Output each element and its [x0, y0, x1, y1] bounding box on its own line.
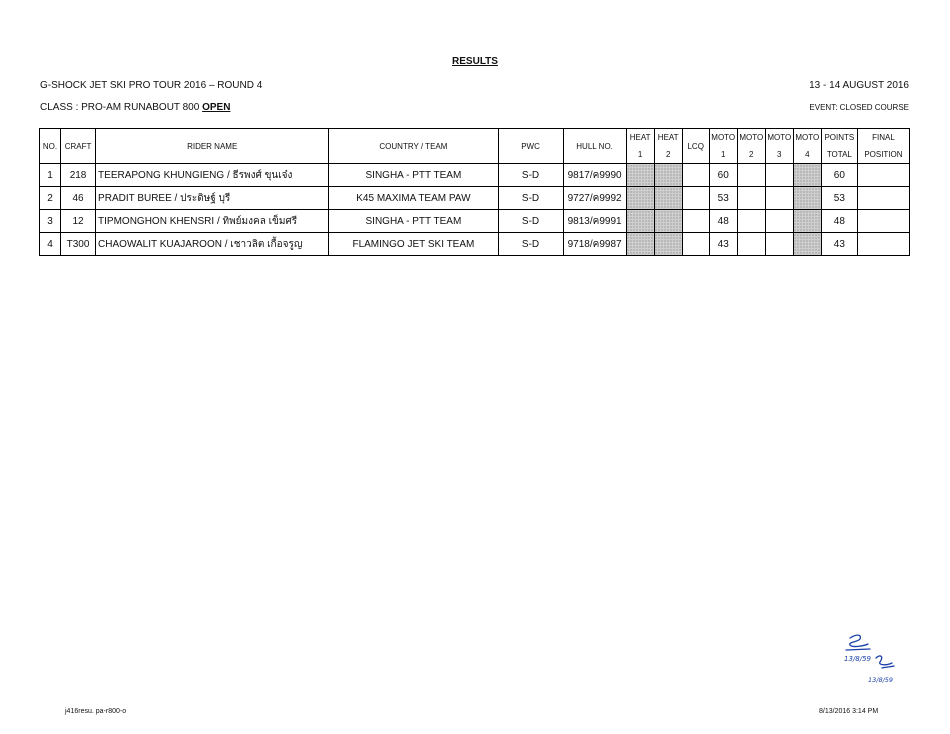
footer-file-ref: j416resu. pa-r800-o: [65, 708, 127, 715]
col-lcq: LCQ: [682, 129, 709, 164]
col-heat2: HEAT: [654, 129, 682, 146]
col-pwc: PWC: [498, 129, 563, 164]
cell-craft: T300: [61, 233, 96, 256]
cell-no: 3: [40, 210, 61, 233]
cell-team: FLAMINGO JET SKI TEAM: [329, 233, 498, 256]
cell-hull: 9718/ค9987: [563, 233, 626, 256]
col-moto4: MOTO: [793, 129, 821, 146]
cell-no: 4: [40, 233, 61, 256]
cell-heat1: [626, 210, 654, 233]
cell-rider-name: CHAOWALIT KUAJAROON / เชาวลิต เกื้อจรูญ: [96, 233, 329, 256]
cell-moto1: 60: [709, 164, 737, 187]
table-row: [40, 233, 910, 256]
cell-hull: 9817/ค9990: [563, 164, 626, 187]
col-moto3-num: 3: [765, 145, 793, 164]
table-row: [40, 164, 910, 187]
col-moto2-num: 2: [737, 145, 765, 164]
cell-moto3: [765, 233, 793, 256]
header-row-1: [40, 129, 910, 146]
cell-no: 2: [40, 187, 61, 210]
cell-heat1: [626, 164, 654, 187]
class-name: CLASS : PRO-AM RUNABOUT 800: [40, 102, 200, 113]
cell-moto2: [737, 187, 765, 210]
cell-heat1: [626, 233, 654, 256]
cell-rider-name: TEERAPONG KHUNGIENG / ธีรพงศ์ ขุนเจ๋ง: [96, 164, 329, 187]
cell-moto2: [737, 233, 765, 256]
cell-moto4: [793, 233, 821, 256]
cell-hull: 9727/ค9992: [563, 187, 626, 210]
cell-moto1: 43: [709, 233, 737, 256]
cell-hull: 9813/ค9991: [563, 210, 626, 233]
signature-stroke: [876, 656, 892, 665]
col-heat2-num: 2: [654, 145, 682, 164]
cell-lcq: [682, 164, 709, 187]
cell-moto4: [793, 210, 821, 233]
col-rider-name: RIDER NAME: [96, 129, 329, 164]
col-country-team: COUNTRY / TEAM: [329, 129, 498, 164]
cell-moto1: 48: [709, 210, 737, 233]
cell-moto4: [793, 164, 821, 187]
signature-stroke: [850, 635, 868, 646]
class-line: [40, 102, 909, 113]
signature-stroke: [882, 666, 894, 668]
cell-craft: 12: [61, 210, 96, 233]
col-moto1-num: 1: [709, 145, 737, 164]
event-dates: 13 - 14 AUGUST 2016: [809, 80, 909, 91]
table-row: [40, 210, 910, 233]
cell-lcq: [682, 210, 709, 233]
cell-total: 60: [821, 164, 857, 187]
event-line: [40, 80, 909, 91]
cell-position: [857, 233, 909, 256]
cell-position: [857, 210, 909, 233]
cell-craft: 218: [61, 164, 96, 187]
cell-no: 1: [40, 164, 61, 187]
cell-pwc: S-D: [498, 210, 563, 233]
cell-heat2: [654, 233, 682, 256]
cell-position: [857, 187, 909, 210]
cell-moto1: 53: [709, 187, 737, 210]
footer-print-date: 8/13/2016 3:14 PM: [819, 708, 879, 715]
col-moto3: MOTO: [765, 129, 793, 146]
cell-total: 43: [821, 233, 857, 256]
cell-moto2: [737, 164, 765, 187]
cell-rider-name: PRADIT BUREE / ประดิษฐ์ บุรี: [96, 187, 329, 210]
course-type: EVENT: CLOSED COURSE: [809, 103, 909, 112]
cell-lcq: [682, 233, 709, 256]
event-name: G-SHOCK JET SKI PRO TOUR 2016 – ROUND 4: [40, 80, 263, 91]
table-row: [40, 187, 910, 210]
cell-heat2: [654, 210, 682, 233]
cell-pwc: S-D: [498, 164, 563, 187]
cell-moto3: [765, 187, 793, 210]
cell-heat2: [654, 187, 682, 210]
col-moto4-num: 4: [793, 145, 821, 164]
col-total: TOTAL: [821, 145, 857, 164]
col-moto2: MOTO: [737, 129, 765, 146]
cell-moto3: [765, 164, 793, 187]
class-open-label: OPEN: [202, 102, 231, 113]
cell-heat2: [654, 164, 682, 187]
cell-heat1: [626, 187, 654, 210]
cell-team: K45 MAXIMA TEAM PAW: [329, 187, 498, 210]
cell-pwc: S-D: [498, 187, 563, 210]
col-heat1-num: 1: [626, 145, 654, 164]
cell-position: [857, 164, 909, 187]
cell-pwc: S-D: [498, 233, 563, 256]
cell-moto3: [765, 210, 793, 233]
cell-total: 53: [821, 187, 857, 210]
cell-total: 48: [821, 210, 857, 233]
cell-team: SINGHA - PTT TEAM: [329, 164, 498, 187]
cell-rider-name: TIPMONGHON KHENSRI / ทิพย์มงคล เข็มศรี: [96, 210, 329, 233]
cell-moto2: [737, 210, 765, 233]
col-position: POSITION: [857, 145, 909, 164]
results-table: [39, 128, 910, 256]
cell-lcq: [682, 187, 709, 210]
col-moto1: MOTO: [709, 129, 737, 146]
cell-craft: 46: [61, 187, 96, 210]
signature-date-2: 13/8/59: [868, 676, 894, 684]
cell-team: SINGHA - PTT TEAM: [329, 210, 498, 233]
signature-stroke: [846, 649, 870, 650]
col-no: NO.: [40, 129, 61, 164]
signature-date-1: 13/8/59: [844, 655, 871, 663]
col-craft: CRAFT: [61, 129, 96, 164]
cell-moto4: [793, 187, 821, 210]
col-final: FINAL: [857, 129, 909, 146]
col-heat1: HEAT: [626, 129, 654, 146]
page-title: RESULTS: [452, 56, 498, 67]
col-hull-no: HULL NO.: [563, 129, 626, 164]
col-points: POINTS: [821, 129, 857, 146]
signature-image: [838, 630, 900, 686]
